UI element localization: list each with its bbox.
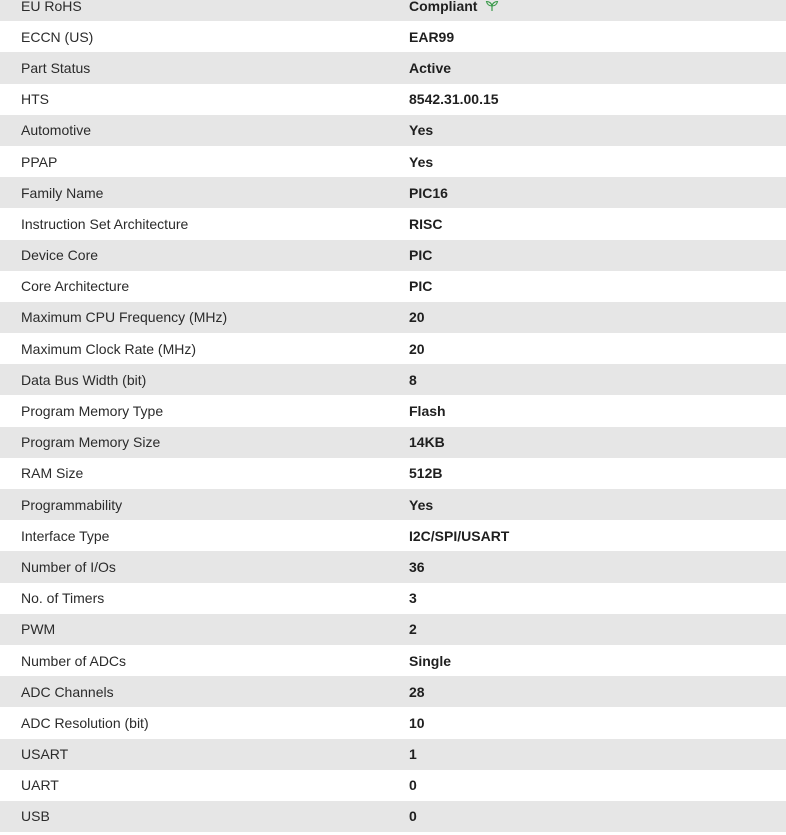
spec-value: 14KB [409, 434, 445, 451]
spec-value: PIC [409, 278, 433, 295]
spec-label: Maximum Clock Rate (MHz) [21, 340, 197, 357]
spec-row-eccn [0, 21, 786, 52]
spec-row-program-memory-size [0, 427, 786, 458]
spec-row-core-architecture [0, 271, 786, 302]
spec-row-max-cpu-freq [0, 302, 786, 333]
spec-row-pwm [0, 614, 786, 645]
spec-row-programmability [0, 489, 786, 520]
spec-label: Maximum CPU Frequency (MHz) [21, 309, 228, 326]
spec-label: Part Status [21, 59, 91, 76]
spec-label: PPAP [21, 153, 58, 170]
spec-value: 512B [409, 465, 443, 482]
spec-value: Yes [409, 153, 434, 170]
spec-label: Number of I/Os [21, 558, 116, 575]
spec-label: USB [21, 808, 50, 825]
spec-row-adc-channels [0, 676, 786, 707]
spec-label: UART [21, 777, 59, 794]
spec-label: Programmability [21, 496, 123, 513]
spec-value: Yes [409, 122, 434, 139]
spec-label: ECCN (US) [21, 28, 94, 45]
spec-label: PWM [21, 621, 56, 638]
spec-row-usb [0, 801, 786, 832]
spec-row-eu-rohs [0, 0, 786, 21]
spec-row-uart [0, 770, 786, 801]
spec-value: Compliant [409, 0, 478, 14]
spec-row-isa [0, 208, 786, 239]
spec-label: Family Name [21, 184, 104, 201]
spec-label: Program Memory Size [21, 434, 161, 451]
spec-value: 20 [409, 340, 425, 357]
spec-row-hts [0, 84, 786, 115]
spec-value: RISC [409, 215, 443, 232]
spec-row-program-memory-type [0, 395, 786, 426]
spec-label: ADC Resolution (bit) [21, 714, 149, 731]
spec-value: 10 [409, 714, 425, 731]
spec-value-wrap [409, 0, 499, 14]
spec-label: Data Bus Width (bit) [21, 371, 147, 388]
spec-row-device-core [0, 240, 786, 271]
spec-value: I2C/SPI/USART [409, 527, 510, 544]
spec-value: 0 [409, 808, 417, 825]
spec-label: Device Core [21, 247, 99, 264]
spec-row-timers [0, 583, 786, 614]
spec-value: 20 [409, 309, 425, 326]
spec-row-part-status [0, 52, 786, 83]
spec-value: 2 [409, 621, 417, 638]
spec-label: HTS [21, 91, 49, 108]
spec-label: RAM Size [21, 465, 84, 482]
leaf-icon [485, 0, 499, 12]
spec-row-automotive [0, 115, 786, 146]
spec-label: Core Architecture [21, 278, 130, 295]
spec-value: PIC16 [409, 184, 448, 201]
spec-value: Single [409, 652, 452, 669]
spec-value: 0 [409, 777, 417, 794]
spec-row-max-clock-rate [0, 333, 786, 364]
spec-row-adc-resolution [0, 707, 786, 738]
spec-label: ADC Channels [21, 683, 114, 700]
spec-label: Automotive [21, 122, 92, 139]
spec-label: Number of ADCs [21, 652, 127, 669]
spec-value: 36 [409, 558, 425, 575]
spec-label: USART [21, 746, 69, 763]
spec-label: Program Memory Type [21, 403, 164, 420]
spec-value: 3 [409, 590, 417, 607]
spec-row-ram-size [0, 458, 786, 489]
spec-row-interface-type [0, 520, 786, 551]
spec-label: No. of Timers [21, 590, 105, 607]
spec-value: PIC [409, 247, 433, 264]
spec-value: 8 [409, 371, 417, 388]
spec-label: Instruction Set Architecture [21, 215, 189, 232]
spec-value: Yes [409, 496, 434, 513]
spec-value: Active [409, 59, 452, 76]
spec-row-ppap [0, 146, 786, 177]
spec-value: EAR99 [409, 28, 455, 45]
spec-value: 1 [409, 746, 417, 763]
spec-label: Interface Type [21, 527, 110, 544]
spec-row-family-name [0, 177, 786, 208]
spec-value: 28 [409, 683, 425, 700]
spec-label: EU RoHS [21, 0, 82, 14]
spec-row-usart [0, 739, 786, 770]
spec-value: Flash [409, 403, 446, 420]
spec-row-number-of-adcs [0, 645, 786, 676]
spec-value: 8542.31.00.15 [409, 91, 499, 108]
spec-row-data-bus-width [0, 364, 786, 395]
spec-row-number-of-ios [0, 551, 786, 582]
